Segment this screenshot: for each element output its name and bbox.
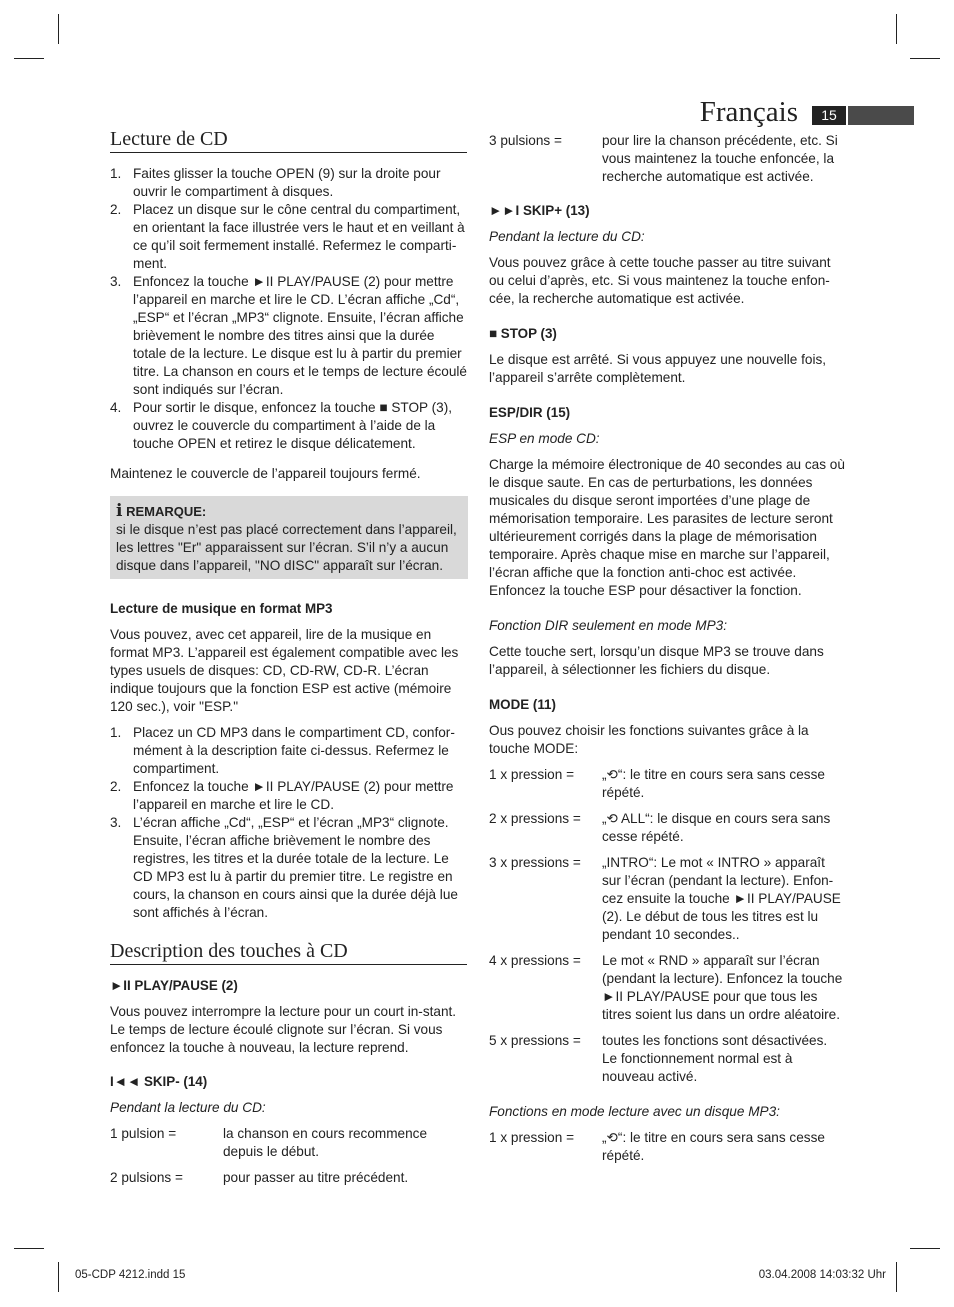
- mp3-list: [110, 724, 467, 922]
- mode-row: 1 x pression = „⟲“: le titre en cours sera sans cesse répété.: [489, 1130, 825, 1163]
- mode-title: MODE (11): [489, 697, 556, 712]
- pulse-row: 3 pulsions = pour lire la chanson précédente, etc. Si vous maintenez la touche enfoncée, la recherche automatique est activée.: [489, 133, 838, 184]
- paragraph: Charge la mémoire électronique de 40 secondes au cas où le disque saute. En cas de perturbations, les données musicales du disque seront importées d’une plage de mémorisation temporaire. Les parasites de lecture seront ultérieurement corrigés dans la plage de mémorisation temporaire. Après chaque mise en marche sur l’appareil, l’écran affiche que la fonction anti-choc est activée. Enfoncez la touche ESP pour désactiver la fonction.: [489, 457, 845, 598]
- list-item: 1. Placez un CD MP3 dans le compartiment CD, confor-mément à la description faite ci-dessus. Refermez le compartiment.: [110, 725, 455, 776]
- page-number: 15: [812, 106, 846, 125]
- footer-datetime: 03.04.2008 14:03:32 Uhr: [758, 1269, 886, 1281]
- paragraph: Ous pouvez choisir les fonctions suivantes grâce à la touche MODE:: [489, 723, 809, 756]
- crop-mark: [910, 58, 940, 59]
- mode-row: 3 x pressions = „INTRO“: Le mot « INTRO » apparaît sur l’écran (pendant la lecture). Enfon-cez ensuite la touche ►II PLAY/PAUSE (2). Le début de tous les titres est lu pendant 10 secondes..: [489, 855, 841, 942]
- crop-mark: [58, 1262, 59, 1292]
- paragraph: Le disque est arrêté. Si vous appuyez une nouvelle fois, l’appareil s’arrête complètement.: [489, 352, 827, 385]
- esp-title: ESP/DIR (15): [489, 405, 571, 420]
- context-label: Pendant la lecture du CD:: [489, 229, 645, 244]
- crop-mark: [896, 1262, 897, 1292]
- play-pause-title: ►II PLAY/PAUSE (2): [110, 978, 238, 993]
- list-item: 1. Faites glisser la touche OPEN (9) sur la droite pour ouvrir le compartiment à disques.: [110, 166, 441, 199]
- list-item: 2. Placez un disque sur le cône central du compartiment, en orientant la face illustrée vers le haut et en veillant à ce qu’il soit fermement installé. Refermez le comparti-ment.: [110, 202, 465, 271]
- paragraph: Vous pouvez, avec cet appareil, lire de la musique en format MP3. L’appareil est également compatible avec les types usuels de disques: CD, CD-RW, CD-R. L’écran indique toujours que la fonction ESP est active (mémoire 120 sec.), voir "ESP.": [110, 627, 459, 714]
- mode-row: 2 x pressions = „⟲ ALL“: le disque en cours sera sans cesse répété.: [489, 811, 831, 844]
- remark-text: si le disque n’est pas placé correctement dans l’appareil, les lettres "Er" apparaissent sur l’écran. S’il n’y a aucun disque dans l’appareil, "NO dISC" apparaît sur l’écran.: [116, 522, 457, 573]
- crop-mark: [14, 58, 44, 59]
- context-label: ESP en mode CD:: [489, 431, 600, 446]
- section-heading-description: Description des touches à CD: [110, 942, 467, 965]
- crop-mark: [58, 14, 59, 44]
- context-label: Fonctions en mode lecture avec un disque MP3:: [489, 1104, 780, 1119]
- lecture-cd-list: [110, 165, 467, 453]
- crop-mark: [910, 1248, 940, 1249]
- pulse-row: 1 pulsion = la chanson en cours recommence depuis le début.: [110, 1126, 428, 1159]
- mode-row: 4 x pressions = Le mot « RND » apparaît sur l’écran (pendant la lecture). Enfoncez la touche ►II PLAY/PAUSE pour que tous les titres soient lus dans un ordre aléatoire.: [489, 953, 843, 1022]
- stop-title: ■ STOP (3): [489, 326, 557, 341]
- list-item: 4. Pour sortir le disque, enfoncez la touche ■ STOP (3), ouvrez le couvercle du compartiment à l’aide de la touche OPEN et retirez le disque délicatement.: [110, 400, 453, 451]
- left-column: [110, 130, 467, 1187]
- paragraph: Vous pouvez grâce à cette touche passer au titre suivant ou celui d’après, etc. Si vous maintenez la touche enfon-cée, la recherche automatique est activée.: [489, 255, 831, 306]
- mode-row: 1 x pression = „⟲“: le titre en cours sera sans cesse répété.: [489, 767, 825, 800]
- context-label: Fonction DIR seulement en mode MP3:: [489, 618, 728, 633]
- info-icon: i: [116, 501, 123, 521]
- remark-title: REMARQUE:: [126, 504, 207, 519]
- pulse-row: 2 pulsions = pour passer au titre précédent.: [110, 1170, 409, 1185]
- page-title: Français: [699, 96, 798, 128]
- remark-box: [110, 496, 468, 579]
- skip-minus-title: I◄◄ SKIP- (14): [110, 1074, 208, 1089]
- list-item: 3. Enfoncez la touche ►II PLAY/PAUSE (2) pour mettre l’appareil en marche et lire le CD. L’écran affiche „Cd“, „ESP“ et l’écran „MP3“ clignote. Ensuite, l’écran affiche brièvement le nombre des titres ainsi que la durée totale de la lecture. Le disque est lu à partir du premier titre. La chanson en cours et le temps de lecture écoulé sont indiqués sur l’écran.: [110, 274, 467, 397]
- footer-file: 05-CDP 4212.indd 15: [75, 1269, 186, 1281]
- section-heading-lecture-cd: Lecture de CD: [110, 130, 467, 153]
- paragraph: Cette touche sert, lorsqu’un disque MP3 se trouve dans l’appareil, à sélectionner les fichiers du disque.: [489, 644, 824, 677]
- mp3-subheading: Lecture de musique en format MP3: [110, 601, 333, 616]
- crop-mark: [896, 14, 897, 44]
- list-item: 2. Enfoncez la touche ►II PLAY/PAUSE (2) pour mettre l’appareil en marche et lire le CD.: [110, 779, 454, 812]
- mode-row: 5 x pressions = toutes les fonctions sont désactivées. Le fonctionnement normal est à nouveau activé.: [489, 1033, 828, 1084]
- header-bar: [848, 106, 914, 125]
- right-column: [489, 132, 845, 1165]
- paragraph: Maintenez le couvercle de l’appareil toujours fermé.: [110, 466, 421, 481]
- crop-mark: [14, 1248, 44, 1249]
- skip-plus-title: ►►I SKIP+ (13): [489, 203, 590, 218]
- paragraph: Vous pouvez interrompre la lecture pour un court in-stant. Le temps de lecture écoulé clignote sur l’écran. Si vous enfoncez la touche à nouveau, la lecture reprend.: [110, 1004, 457, 1055]
- list-item: 3. L’écran affiche „Cd“, „ESP“ et l’écran „MP3“ clignote. Ensuite, l’écran affiche brièvement le nombre des registres, les titres et la durée totale de la lecture. Le CD MP3 est lu à partir du premier titre. Le registre en cours, la chanson en cours ainsi que la durée déjà lue sont affichés à l’écran.: [110, 815, 458, 920]
- context-label: Pendant la lecture du CD:: [110, 1100, 266, 1115]
